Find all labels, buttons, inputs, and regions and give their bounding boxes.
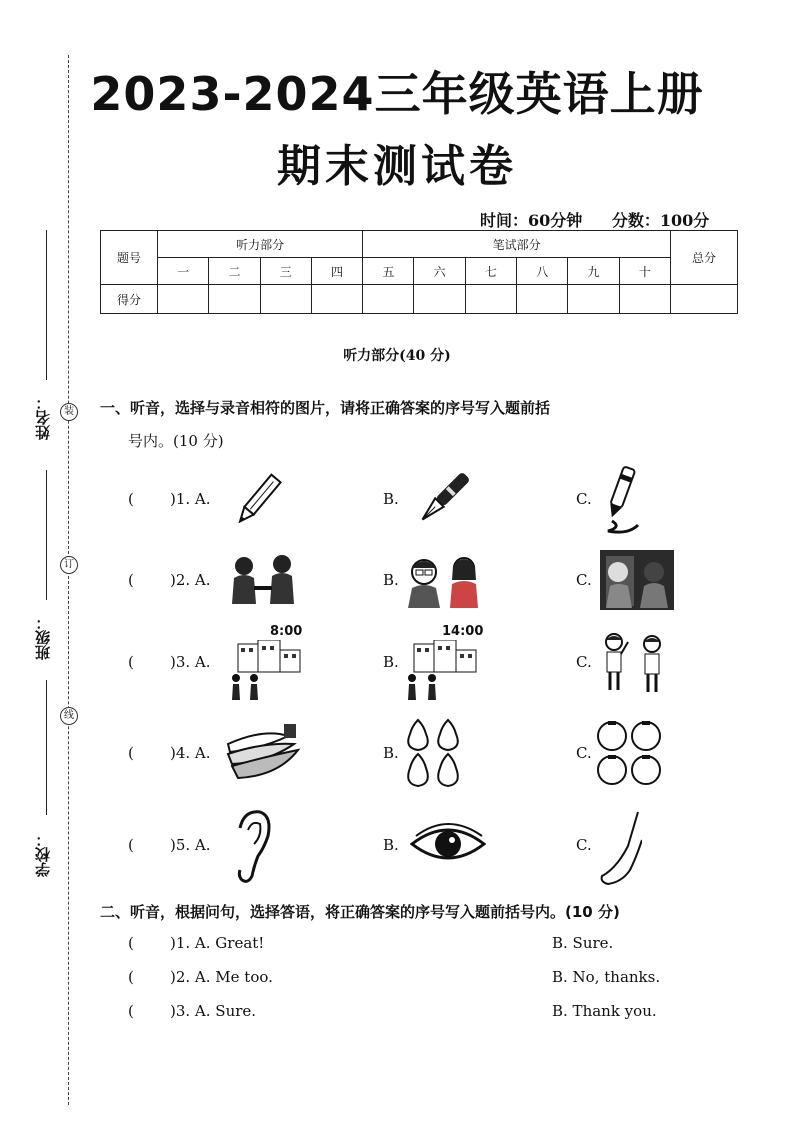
option-b-label: B. xyxy=(383,653,399,671)
option-b-label: B. xyxy=(383,490,399,508)
time-label-a: 8:00 xyxy=(270,624,303,639)
score-cell[interactable] xyxy=(311,285,362,314)
score-cell[interactable] xyxy=(517,285,568,314)
score-cell[interactable] xyxy=(414,285,465,314)
score-table xyxy=(100,230,738,314)
table-label-question-number: 题号 xyxy=(101,231,158,285)
column-header: 三 xyxy=(260,258,311,285)
pencil-icon[interactable] xyxy=(230,470,286,530)
option-b-label: B. xyxy=(383,571,399,589)
page-title: 2023-2024三年级英语上册 xyxy=(90,67,704,121)
answer-paren[interactable]: ( xyxy=(128,744,134,762)
question2-option-b: B. Sure. xyxy=(552,934,614,952)
total-score-cell[interactable] xyxy=(671,285,738,314)
score-cell[interactable] xyxy=(465,285,516,314)
score-cell[interactable] xyxy=(619,285,670,314)
score-cell[interactable] xyxy=(363,285,414,314)
option-c-label: C. xyxy=(576,571,592,589)
question2-option-a: )1. A. Great! xyxy=(170,934,265,952)
oranges-icon[interactable] xyxy=(596,718,664,788)
question-number: )3. A. xyxy=(170,653,211,671)
answer-paren[interactable]: ( xyxy=(128,934,134,952)
column-header: 一 xyxy=(158,258,209,285)
school-label: 学校： xyxy=(34,832,52,877)
morning-school-icon[interactable] xyxy=(226,640,302,700)
binding-mark-ding: 订 xyxy=(60,556,78,574)
score-cell[interactable] xyxy=(209,285,260,314)
column-header: 五 xyxy=(363,258,414,285)
answer-paren[interactable]: ( xyxy=(128,571,134,589)
page-subtitle: 期末测试卷 xyxy=(277,141,517,192)
option-b-label: B. xyxy=(383,836,399,854)
question2-title: 二、听音，根据问句，选择答语，将正确答案的序号写入题前括号内。(10 分) xyxy=(100,903,620,921)
question1-title-cont: 号内。(10 分) xyxy=(128,432,224,450)
column-header: 四 xyxy=(311,258,362,285)
listening-group-header: 听力部分 xyxy=(158,231,363,258)
total-header: 总分 xyxy=(671,231,738,285)
total-score: 分数：100分 xyxy=(611,211,710,230)
answer-paren[interactable]: ( xyxy=(128,968,134,986)
score-cell[interactable] xyxy=(568,285,619,314)
photo-people-icon[interactable] xyxy=(600,550,674,610)
question2-option-a: )3. A. Sure. xyxy=(170,1002,257,1020)
binding-dashed-line xyxy=(68,55,69,1105)
class-underline xyxy=(46,470,47,600)
option-c-label: C. xyxy=(576,836,592,854)
pears-icon[interactable] xyxy=(402,716,466,788)
answer-paren[interactable]: ( xyxy=(128,1002,134,1020)
column-header: 八 xyxy=(517,258,568,285)
school-underline xyxy=(46,680,47,815)
question2-option-a: )2. A. Me too. xyxy=(170,968,273,986)
table-label-score: 得分 xyxy=(101,285,158,314)
fountain-pen-icon[interactable] xyxy=(408,468,478,530)
question-number: )5. A. xyxy=(170,836,211,854)
answer-paren[interactable]: ( xyxy=(128,836,134,854)
afternoon-school-icon[interactable] xyxy=(402,640,478,700)
column-header: 二 xyxy=(209,258,260,285)
greeting-people-icon[interactable] xyxy=(404,550,482,608)
score-cell[interactable] xyxy=(158,285,209,314)
option-c-label: C. xyxy=(576,744,592,762)
handshake-icon[interactable] xyxy=(226,552,300,606)
crayon-icon[interactable] xyxy=(598,465,644,537)
column-header: 七 xyxy=(465,258,516,285)
column-header: 十 xyxy=(619,258,670,285)
bananas-icon[interactable] xyxy=(224,718,304,782)
answer-paren[interactable]: ( xyxy=(128,653,134,671)
column-header: 九 xyxy=(568,258,619,285)
class-label: 班级： xyxy=(34,615,52,660)
score-cell[interactable] xyxy=(260,285,311,314)
time-limit: 时间：60分钟 xyxy=(480,211,583,230)
name-label: 姓名： xyxy=(34,395,52,440)
waving-kids-icon[interactable] xyxy=(598,632,670,694)
question-number: )4. A. xyxy=(170,744,211,762)
question-number: )1. A. xyxy=(170,490,211,508)
option-c-label: C. xyxy=(576,490,592,508)
option-c-label: C. xyxy=(576,653,592,671)
exam-info xyxy=(480,208,733,231)
ear-icon[interactable] xyxy=(232,808,272,886)
column-header: 六 xyxy=(414,258,465,285)
question2-option-b: B. Thank you. xyxy=(552,1002,657,1020)
question2-option-b: B. No, thanks. xyxy=(552,968,661,986)
eye-icon[interactable] xyxy=(410,822,486,868)
option-b-label: B. xyxy=(383,744,399,762)
binding-mark-zhuang: 装 xyxy=(60,403,78,421)
written-group-header: 笔试部分 xyxy=(363,231,671,258)
listening-section-heading: 听力部分(40 分) xyxy=(343,348,451,364)
answer-paren[interactable]: ( xyxy=(128,490,134,508)
binding-mark-xian: 线 xyxy=(60,707,78,725)
question1-title: 一、听音，选择与录音相符的图片，请将正确答案的序号写入题前括 xyxy=(100,399,551,417)
foot-icon[interactable] xyxy=(598,810,642,886)
question-number: )2. A. xyxy=(170,571,211,589)
time-label-b: 14:00 xyxy=(442,624,484,639)
